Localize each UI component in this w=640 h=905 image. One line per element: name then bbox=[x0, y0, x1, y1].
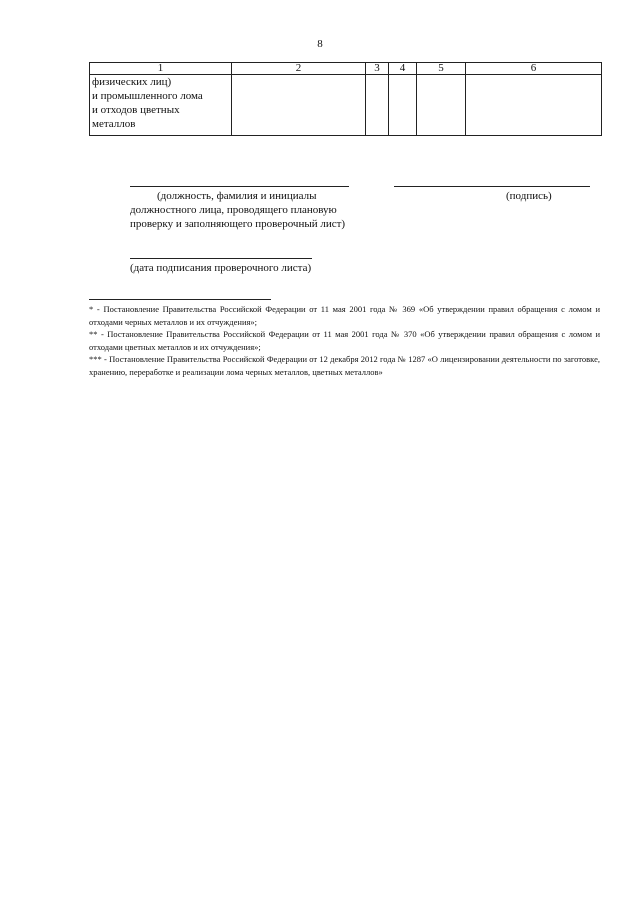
table-row bbox=[90, 75, 602, 136]
cell-line: и отходов цветных bbox=[92, 104, 180, 116]
date-caption: (дата подписания проверочного листа) bbox=[130, 262, 312, 274]
position-caption-line-2: должностного лица, проводящего плановую bbox=[130, 204, 337, 216]
column-header-2: 2 bbox=[232, 63, 366, 75]
signature-line bbox=[394, 186, 590, 187]
table-header-row bbox=[90, 63, 602, 75]
table-cell-empty bbox=[366, 75, 389, 136]
footnote-divider bbox=[89, 299, 271, 300]
footnote-2: ** - Постановление Правительства Российской Федерации от 11 мая 2001 года № 370 «Об утверждении правил обращения с ломом и отходами цветных металлов и их отчуждения»; bbox=[89, 329, 600, 352]
cell-line: физических лиц) bbox=[92, 76, 172, 88]
footnote-3: *** - Постановление Правительства Российской Федерации от 12 декабря 2012 года № 1287 «О лицензировании деятельности по заготовке, хранению, переработке и реализации лома черных металлов, цветных металлов» bbox=[89, 354, 600, 377]
column-header-3: 3 bbox=[366, 63, 389, 75]
table-cell-empty bbox=[417, 75, 466, 136]
position-caption-line-3: проверку и заполняющего проверочный лист) bbox=[130, 218, 346, 230]
table-cell-requirement bbox=[90, 75, 232, 136]
column-header-6: 6 bbox=[466, 63, 602, 75]
position-signature-line bbox=[130, 186, 349, 187]
footnotes bbox=[89, 303, 600, 378]
page-number: 8 bbox=[317, 38, 323, 50]
table-cell-empty bbox=[466, 75, 602, 136]
column-header-1: 1 bbox=[90, 63, 232, 75]
table-cell-empty bbox=[389, 75, 417, 136]
column-header-5: 5 bbox=[417, 63, 466, 75]
table-cell-empty bbox=[232, 75, 366, 136]
signature-caption: (подпись) bbox=[506, 190, 552, 202]
footnote-1: * - Постановление Правительства Российской Федерации от 11 мая 2001 года № 369 «Об утверждении правил обращения с ломом и отходами черных металлов и их отчуждения»; bbox=[89, 304, 600, 327]
cell-line: и промышленного лома bbox=[92, 90, 203, 102]
position-caption-line-1: (должность, фамилия и инициалы bbox=[157, 190, 317, 202]
date-signature-line bbox=[130, 258, 312, 259]
column-header-4: 4 bbox=[389, 63, 417, 75]
checklist-table bbox=[89, 62, 602, 136]
cell-line: металлов bbox=[92, 118, 136, 130]
